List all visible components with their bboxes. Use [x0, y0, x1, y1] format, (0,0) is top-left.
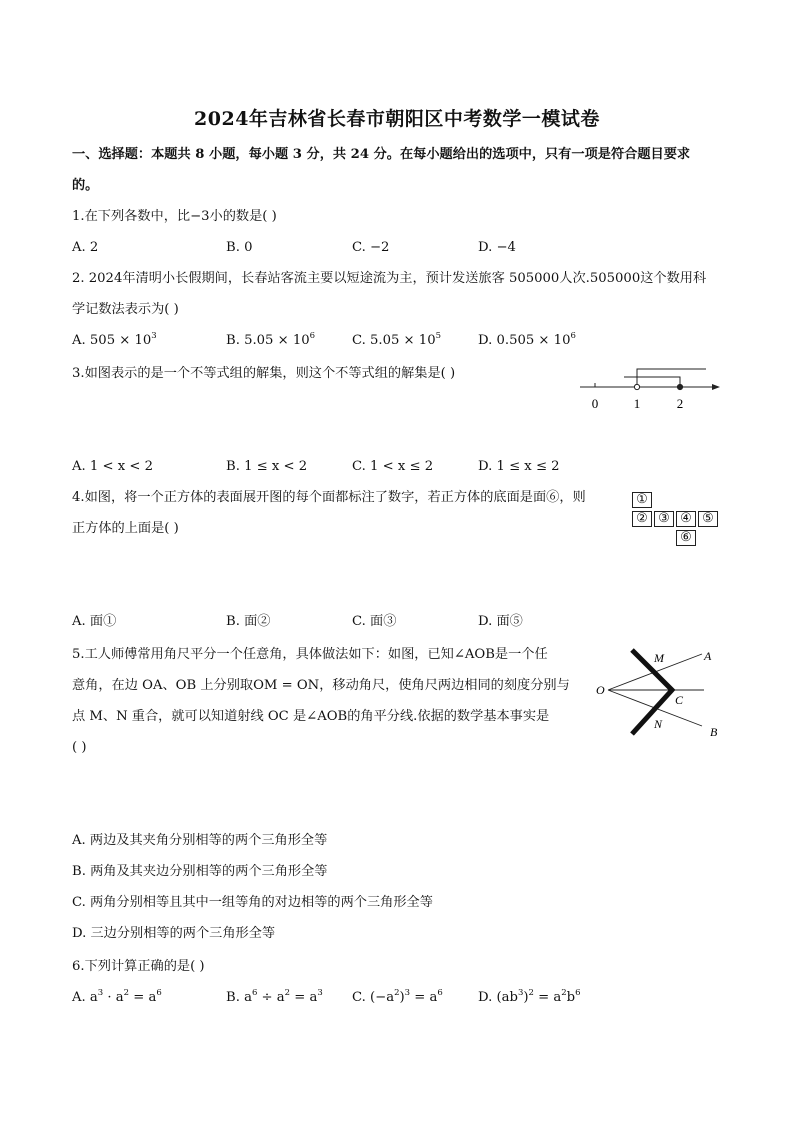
q5-option-d: D. 三边分别相等的两个三角形全等 — [72, 926, 276, 941]
q3-option-a: A. 1 < x < 2 — [72, 459, 153, 474]
axis-label-1: 1 — [633, 396, 641, 411]
q4-stem-line1: 4.如图，将一个正方体的表面展开图的每个面都标注了数字，若正方体的底面是面⑥，则 — [72, 490, 586, 505]
number-line-arrow-icon — [712, 384, 720, 390]
label-c: C — [675, 693, 684, 707]
q1-option-a: A. 2 — [72, 240, 99, 255]
q6-option-c: C. $(-a^2)^3 = a^6$ — [352, 988, 443, 1005]
page-title: 2024年吉林省长春市朝阳区中考数学一模试卷 — [194, 108, 600, 130]
cube-face-5: ⑤ — [698, 511, 718, 527]
cube-face-6: ⑥ — [676, 530, 696, 546]
open-dot-1 — [634, 384, 639, 389]
q4-option-b: B. 面② — [226, 614, 271, 629]
q3-stem: 3.如图表示的是一个不等式组的解集，则这个不等式组的解集是( ) — [72, 366, 456, 381]
q1-option-b: B. 0 — [226, 240, 253, 255]
q6-option-d: D. $(ab^3)^2 = a^2b^6$ — [478, 988, 581, 1005]
q6-option-b: B. $a^6 \div a^2 = a^3$ — [226, 988, 323, 1005]
cube-face-2: ② — [632, 511, 652, 527]
q5-stem-line1: 5.工人师傅常用角尺平分一个任意角，具体做法如下：如图，已知∠AOB是一个任 — [72, 647, 548, 662]
angle-bisector-figure — [592, 640, 728, 744]
q6-stem: 6.下列计算正确的是( ) — [72, 959, 205, 974]
q2-stem-line1: 2. 2024年清明小长假期间，长春站客流主要以短途流为主，预计发送旅客 505000人次.505000这个数用科 — [72, 271, 707, 286]
q4-option-c: C. 面③ — [352, 614, 397, 629]
cube-face-3: ③ — [654, 511, 674, 527]
q3-option-c: C. 1 < x ≤ 2 — [352, 459, 434, 474]
q5-option-a: A. 两边及其夹角分别相等的两个三角形全等 — [72, 833, 328, 848]
section-heading-line2: 的。 — [72, 178, 99, 193]
q5-option-b: B. 两角及其夹边分别相等的两个三角形全等 — [72, 864, 328, 879]
filled-dot-2 — [677, 384, 682, 389]
label-m: M — [654, 651, 664, 665]
axis-label-0: 0 — [591, 396, 599, 411]
q2-option-c: C. $5.05 \times 10^5$ — [352, 331, 442, 348]
q5-stem-line4: ( ) — [72, 740, 87, 755]
q1-option-d: D. −4 — [478, 240, 516, 255]
q1-stem: 1.在下列各数中，比−3小的数是( ) — [72, 209, 277, 224]
q3-option-b: B. 1 ≤ x < 2 — [226, 459, 308, 474]
ray-x-less-2 — [624, 377, 680, 387]
label-b: B — [710, 725, 718, 739]
q5-stem-line3: 点 M、N 重合，就可以知道射线 OC 是∠AOB的角平分线.依据的数学基本事实是 — [72, 709, 550, 724]
q2-stem-line2: 学记数法表示为( ) — [72, 302, 179, 317]
carpenter-square — [632, 650, 672, 734]
cube-face-4: ④ — [676, 511, 696, 527]
q1-option-c: C. −2 — [352, 240, 390, 255]
q4-option-a: A. 面① — [72, 614, 117, 629]
number-line-figure — [574, 360, 724, 414]
label-a: A — [704, 649, 712, 663]
cube-face-1: ① — [632, 492, 652, 508]
q5-stem-line2: 意角，在边 OA、OB 上分别取OM = ON，移动角尺，使角尺两边相同的刻度分别与 — [72, 678, 570, 693]
axis-label-2: 2 — [676, 396, 684, 411]
q2-option-d: D. $0.505 \times 10^6$ — [478, 331, 576, 348]
q5-option-c: C. 两角分别相等且其中一组等角的对边相等的两个三角形全等 — [72, 895, 433, 910]
label-o: O — [596, 683, 605, 697]
q4-option-d: D. 面⑤ — [478, 614, 523, 629]
label-n: N — [654, 717, 663, 731]
cube-net-figure — [632, 492, 722, 552]
q2-option-a: A. $505 \times 10^3$ — [72, 331, 157, 348]
q3-option-d: D. 1 ≤ x ≤ 2 — [478, 459, 560, 474]
section-heading-line1: 一、选择题：本题共 8 小题，每小题 3 分，共 24 分。在每小题给出的选项中，只有一项是符合题目要求 — [72, 147, 691, 162]
ray-x-greater-1 — [637, 369, 706, 387]
q2-option-b: B. $5.05 \times 10^6$ — [226, 331, 316, 348]
q4-stem-line2: 正方体的上面是( ) — [72, 521, 179, 536]
q6-option-a: A. $a^3 \cdot a^2 = a^6$ — [72, 988, 162, 1005]
